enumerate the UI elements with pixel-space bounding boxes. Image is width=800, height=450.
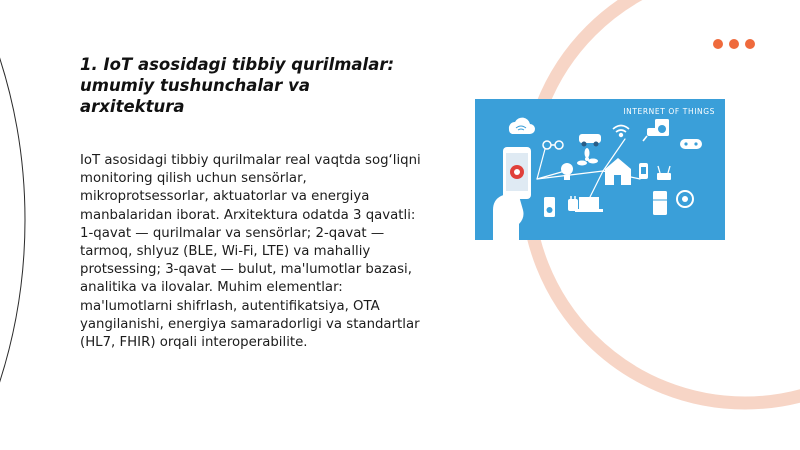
game-controller-icon (680, 139, 702, 149)
wifi-icon (613, 126, 629, 137)
smartphone-icon (503, 147, 531, 199)
dot-icon (713, 39, 723, 49)
plug-icon (568, 196, 578, 211)
illustration-caption: INTERNET OF THINGS (623, 107, 715, 116)
lightbulb-icon (561, 163, 573, 180)
thermostat-icon (677, 191, 693, 207)
router-icon (657, 166, 671, 180)
hand-icon (493, 192, 524, 241)
iot-icons-svg (475, 99, 725, 240)
iot-illustration (475, 99, 725, 240)
fan-icon (577, 148, 598, 166)
washing-machine-icon (655, 119, 669, 136)
menu-dots-icon (713, 39, 755, 49)
dot-icon (729, 39, 739, 49)
laptop-icon (575, 197, 603, 212)
car-icon (579, 134, 601, 147)
speaker-icon (544, 197, 555, 217)
cloud-wifi-icon (509, 118, 535, 134)
watch-icon (639, 163, 648, 179)
decorative-arc-left (0, 0, 25, 450)
fridge-icon (653, 191, 667, 215)
slide-title: 1. IoT asosidagi tibbiy qurilmalar: umumiy tushunchalar va arxitektura (80, 55, 395, 116)
glasses-icon (543, 141, 563, 149)
dot-icon (745, 39, 755, 49)
slide-body-text: IoT asosidagi tibbiy qurilmalar real vaqtda sog‘liqni monitoring qilish uchun sensörlar, mikroprotsessorlar, aktuatorlar va energiya manbalaridan iborat. Arxitektura odatda 3 qavatli: 1-qavat — qurilmalar va sensörlar; 2-qavat — tarmoq, shlyuz (BLE, Wi-Fi, LTE) va mahalliy protsessing; 3-qavat — bulut, ma'lumotlar bazasi, analitika va ilovalar. Muhim elementlar: ma'lumotlarni shifrlash, autentifikatsiya, OTA yangilanishi, energiya samaradorligi va standartlar (HL7, FHIR) orqali interoperabilite. (80, 153, 421, 351)
